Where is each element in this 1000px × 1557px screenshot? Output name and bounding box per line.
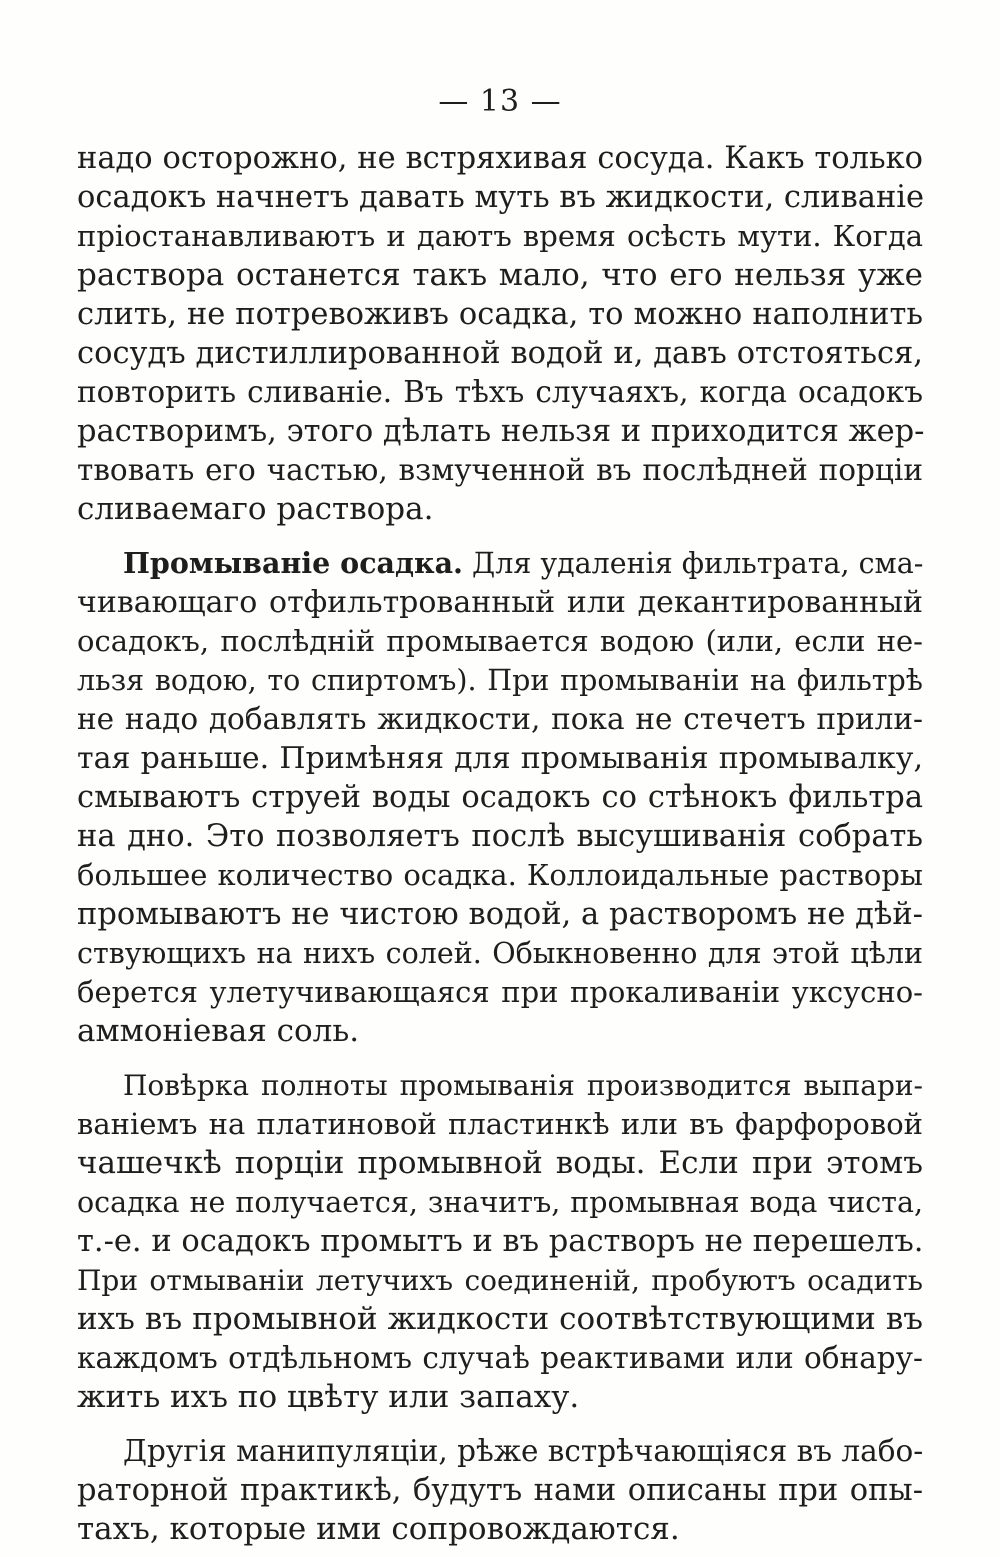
text-line: осадокъ, послѣдній промывается водою (или, если не- [77,624,923,658]
body-text [77,139,923,1549]
paragraph [77,139,923,529]
text-line: аммоніевая соль. [77,1013,360,1049]
text-line: слить, не потревоживъ осадка, то можно наполнить [77,297,923,332]
section-heading: Промываніе осадка. [123,546,463,580]
text-line: чивающаго отфильтрованный или декантированный [77,585,923,620]
text-line: на дно. Это позволяетъ послѣ высушиванія собрать [77,819,923,854]
text-line: не надо добавлять жидкости, пока не стечетъ прили- [77,702,923,736]
text-line: т.-е. и осадокъ промытъ и въ растворъ не перешелъ. [77,1224,924,1259]
text-line: льзя водою, то спиртомъ). При промываніи на фильтрѣ [77,664,923,697]
text-line: ихъ въ промывной жидкости соотвѣтствующими въ [77,1301,923,1337]
page-number: — 13 — [438,84,562,119]
text-line: тая раньше. Примѣняя для промыванія промывалку, [77,741,923,776]
text-line: раторной практикѣ, будутъ нами описаны при опы- [77,1473,923,1508]
paragraph [77,1432,923,1549]
text-line: смываютъ струей воды осадокъ со стѣнокъ фильтра [77,780,923,815]
text-line: повторить сливаніе. Въ тѣхъ случаяхъ, когда осадокъ [77,375,923,409]
text-line: жить ихъ по цвѣту или запаху. [77,1379,580,1415]
text-line: ваніемъ на платиновой пластинкѣ или въ фарфоровой [77,1107,923,1141]
text-line: сосудъ дистиллированной водой и, давъ отстояться, [77,336,923,371]
text-line: пріостанавливаютъ и даютъ время осѣсть мути. Когда [77,219,923,253]
text-line: Повѣрка полноты промыванія производится выпари- [123,1069,923,1102]
text-line: твовать его частью, взмученной въ послѣдней порціи [77,453,923,487]
text-line: осадка не получается, значитъ, промывная вода чиста, [77,1186,923,1219]
text-line: ствующихъ на нихъ солей. Обыкновенно для этой цѣли [77,937,923,970]
text-line: сливаемаго раствора. [77,491,434,527]
text-line: большее количество осадка. Коллоидальные растворы [77,858,923,892]
heading-line-rest: Для удаленія фильтрата, сма- [472,547,924,580]
text-line: надо осторожно, не встряхивая сосуда. Какъ только [77,141,923,176]
text-line: растворимъ, этого дѣлать нельзя и приходится жер- [77,414,925,449]
text-line: При отмываніи летучихъ соединеній, пробуютъ осадить [77,1264,923,1297]
text-line: осадокъ начнетъ давать муть въ жидкости, сливаніе [77,180,925,215]
text-line: раствора останется такъ мало, что его нельзя уже [77,257,923,293]
text-line: промываютъ не чистою водой, а растворомъ не дѣй- [77,897,923,932]
paragraph [77,1066,923,1417]
paragraph [77,544,923,1051]
text-line: чашечкѣ порціи промывной воды. Если при этомъ [77,1145,923,1181]
text-line [77,544,923,583]
text-line: берется улетучивающаяся при прокаливаніи уксусно- [77,975,923,1009]
text-line: тахъ, которые ими сопровождаются. [77,1511,680,1547]
text-line: Другія манипуляціи, рѣже встрѣчающіяся въ лабо- [123,1434,924,1468]
text-line: каждомъ отдѣльномъ случаѣ реактивами или обнару- [77,1341,923,1375]
